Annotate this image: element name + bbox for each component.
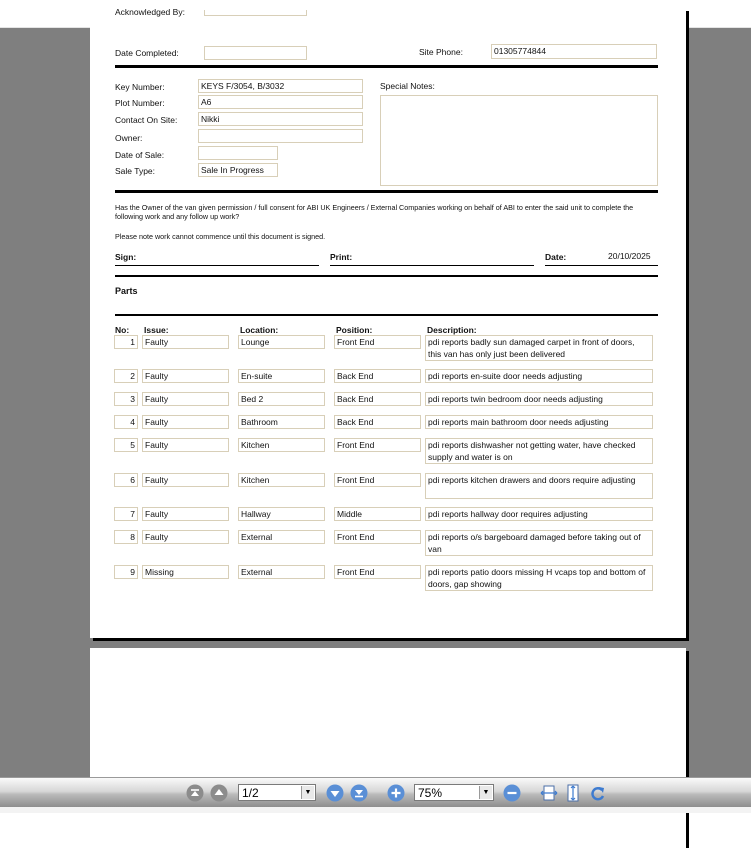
sign-line — [115, 265, 319, 266]
acknowledged-field — [204, 10, 307, 16]
acknowledged-label: Acknowledged By: — [115, 7, 185, 17]
key-number-label: Key Number: — [115, 82, 165, 92]
consent-question: Has the Owner of the van given permission / full consent for ABI UK Engineers / External Companies working on behalf of ABI to enter the said unit to complete the following work and any follow up work? — [115, 203, 634, 221]
fit-page-icon[interactable] — [564, 784, 582, 802]
rotate-icon[interactable] — [589, 784, 607, 802]
sale-type-label: Sale Type: — [115, 166, 156, 176]
col-header-position: Position: — [336, 325, 373, 335]
row-position: Front End — [334, 438, 421, 452]
row-description: pdi reports kitchen drawers and doors require adjusting — [425, 473, 653, 499]
date-of-sale-field — [198, 146, 278, 160]
row-position: Front End — [334, 473, 421, 487]
row-description: pdi reports o/s bargeboard damaged before taking out of van — [425, 530, 653, 556]
plot-number-field: A6 — [198, 95, 363, 109]
row-position: Middle — [334, 507, 421, 521]
col-header-location: Location: — [240, 325, 279, 335]
row-position: Back End — [334, 369, 421, 383]
sale-type-field: Sale In Progress — [198, 163, 278, 177]
divider — [115, 190, 658, 193]
row-location: Bed 2 — [238, 392, 325, 406]
row-number: 3 — [114, 392, 138, 406]
site-phone-field: 01305774844 — [491, 44, 657, 59]
row-description: pdi reports twin bedroom door needs adjusting — [425, 392, 653, 406]
col-header-description: Description: — [427, 325, 477, 335]
row-number: 8 — [114, 530, 138, 544]
zoom-value: 75% — [418, 786, 443, 800]
row-location: En-suite — [238, 369, 325, 383]
pdf-page-2 — [90, 648, 686, 848]
row-issue: Missing — [142, 565, 229, 579]
owner-label: Owner: — [115, 133, 143, 143]
row-number: 1 — [114, 335, 138, 349]
divider — [115, 65, 658, 68]
row-issue: Faulty — [142, 507, 229, 521]
special-notes-label: Special Notes: — [380, 81, 435, 91]
row-location: Kitchen — [238, 438, 325, 452]
row-location: Lounge — [238, 335, 325, 349]
row-number: 6 — [114, 473, 138, 487]
row-number: 4 — [114, 415, 138, 429]
row-description: pdi reports badly sun damaged carpet in front of doors, this van has only just been delivered — [425, 335, 653, 361]
row-position: Front End — [334, 530, 421, 544]
parts-title: Parts — [115, 286, 138, 296]
row-issue: Faulty — [142, 530, 229, 544]
page-number-select[interactable] — [238, 784, 316, 801]
chevron-down-icon[interactable]: ▼ — [301, 786, 314, 799]
row-issue: Faulty — [142, 392, 229, 406]
col-header-issue: Issue: — [144, 325, 169, 335]
row-number: 2 — [114, 369, 138, 383]
site-phone-label: Site Phone: — [419, 47, 463, 57]
row-issue: Faulty — [142, 473, 229, 487]
page-number-value: 1/2 — [242, 786, 259, 800]
divider — [115, 275, 658, 277]
divider — [115, 314, 658, 316]
pdf-page-1 — [90, 8, 686, 638]
row-position: Back End — [334, 392, 421, 406]
key-number-field: KEYS F/3054, B/3032 — [198, 79, 363, 93]
row-issue: Faulty — [142, 415, 229, 429]
row-description: pdi reports hallway door requires adjusting — [425, 507, 653, 521]
row-location: External — [238, 565, 325, 579]
col-header-no: No: — [115, 325, 130, 335]
chevron-down-icon[interactable]: ▼ — [479, 786, 492, 799]
next-page-icon[interactable] — [326, 784, 344, 802]
print-label: Print: — [330, 252, 353, 262]
row-number: 7 — [114, 507, 138, 521]
bottom-bar — [0, 807, 751, 813]
row-location: Hallway — [238, 507, 325, 521]
row-description: pdi reports main bathroom door needs adjusting — [425, 415, 653, 429]
pdf-viewer[interactable] — [0, 7, 751, 777]
date-completed-field — [204, 46, 307, 60]
row-issue: Faulty — [142, 438, 229, 452]
previous-page-icon[interactable] — [210, 784, 228, 802]
plot-number-label: Plot Number: — [115, 98, 165, 108]
print-line — [330, 265, 534, 266]
date-label: Date: — [545, 252, 567, 262]
row-description: pdi reports patio doors missing H vcaps top and bottom of doors, gap showing — [425, 565, 653, 591]
sign-label: Sign: — [115, 252, 137, 262]
row-location: External — [238, 530, 325, 544]
date-completed-label: Date Completed: — [115, 48, 179, 58]
row-position: Front End — [334, 565, 421, 579]
row-location: Bathroom — [238, 415, 325, 429]
fit-width-icon[interactable] — [540, 784, 558, 802]
zoom-select[interactable] — [414, 784, 494, 801]
row-location: Kitchen — [238, 473, 325, 487]
row-number: 5 — [114, 438, 138, 452]
date-value: 20/10/2025 — [608, 251, 651, 261]
last-page-icon[interactable] — [350, 784, 368, 802]
contact-field: Nikki — [198, 112, 363, 126]
first-page-icon[interactable] — [186, 784, 204, 802]
row-issue: Faulty — [142, 335, 229, 349]
row-issue: Faulty — [142, 369, 229, 383]
pdf-toolbar — [0, 777, 751, 808]
row-position: Back End — [334, 415, 421, 429]
owner-field — [198, 129, 363, 143]
contact-label: Contact On Site: — [115, 115, 178, 125]
date-line — [545, 265, 658, 266]
date-of-sale-label: Date of Sale: — [115, 150, 165, 160]
row-number: 9 — [114, 565, 138, 579]
zoom-in-icon[interactable] — [387, 784, 405, 802]
special-notes-field — [380, 95, 658, 186]
consent-note: Please note work cannot commence until this document is signed. — [115, 232, 326, 241]
zoom-out-icon[interactable] — [503, 784, 521, 802]
row-description: pdi reports en-suite door needs adjusting — [425, 369, 653, 383]
row-description: pdi reports dishwasher not getting water, have checked supply and water is on — [425, 438, 653, 464]
row-position: Front End — [334, 335, 421, 349]
